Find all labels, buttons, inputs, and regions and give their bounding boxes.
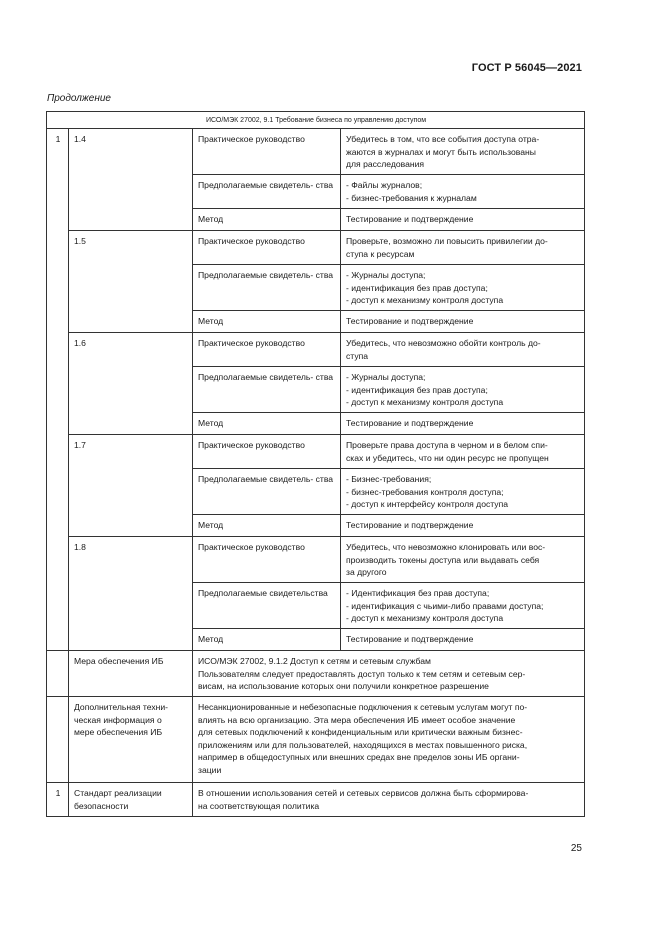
text-line: - доступ к механизму контроля доступа — [346, 613, 504, 623]
text-line: Убедитесь, что невозможно клонировать или вос- — [346, 542, 546, 552]
row-label-cell: Практическое руководство — [193, 537, 341, 583]
row-content-cell — [341, 333, 585, 367]
text-line: - Идентификация без прав доступа; — [346, 588, 490, 598]
text-line: ческая информация о — [74, 714, 162, 725]
text-line: за другого — [346, 567, 387, 577]
text-line: Стандарт реализации — [74, 788, 162, 798]
item-number-cell: 1.8 — [69, 537, 193, 651]
item-number-cell: 1.5 — [69, 231, 193, 333]
text-line: сках и убедитесь, что ни один ресурс не пропущен — [346, 452, 549, 463]
row-content-cell — [341, 175, 585, 209]
requirements-table — [46, 111, 585, 817]
text-line: Проверьте права доступа в черном и в белом спи- — [346, 440, 548, 450]
row-content-cell — [341, 311, 585, 333]
text-line: производить токены доступа или выдавать себя — [346, 554, 540, 565]
text-line: - бизнес-требования к журналам — [346, 192, 477, 203]
table-row — [47, 333, 585, 367]
text-line: - доступ к механизму контроля доступа — [346, 295, 504, 305]
empty-cell — [47, 651, 69, 697]
text-line: висам, на использование которых они получили конкретное разрешение — [198, 681, 489, 691]
table-row — [47, 435, 585, 469]
row-label-cell: Предполагаемые свидетель- ства — [193, 175, 341, 209]
text-line: на соответствующая политика — [198, 800, 320, 811]
standard-label — [69, 783, 193, 817]
row-label-cell: Метод — [193, 413, 341, 435]
text-line: зации — [198, 764, 222, 775]
row-content-cell — [341, 583, 585, 629]
text-line: например в общедоступных или внешних средах вне пределов зоны ИБ органи- — [198, 752, 520, 762]
text-line: для сетевых подключений к конфиденциальным или критически важным бизнес- — [198, 727, 523, 737]
text-line: мере обеспечения ИБ — [74, 727, 163, 737]
continuation-label: Продолжение — [47, 93, 111, 104]
caption-row — [47, 112, 585, 129]
text-line: безопасности — [74, 800, 129, 811]
item-number-cell: 1.6 — [69, 333, 193, 435]
text-line: жаются в журналах и могут быть использованы — [346, 146, 536, 157]
row-content-cell — [341, 209, 585, 231]
row-label-cell: Предполагаемые свидетель- ства — [193, 265, 341, 311]
row-content-cell — [341, 129, 585, 175]
text-line: для расследования — [346, 159, 425, 169]
text-line: Тестирование и подтверждение — [346, 520, 474, 530]
text-line: приложениям или для пользователей, находящихся в местах повышенного риска, — [198, 739, 528, 750]
text-line: - Бизнес-требования; — [346, 474, 432, 484]
text-line: - Файлы журналов; — [346, 180, 423, 190]
row-label-cell: Практическое руководство — [193, 231, 341, 265]
empty-cell — [47, 697, 69, 783]
row-label-cell: Метод — [193, 515, 341, 537]
row-content-cell — [341, 629, 585, 651]
row-label-cell: Предполагаемые свидетель- ства — [193, 367, 341, 413]
text-line: В отношении использования сетей и сетевых сервисов должна быть сформирова- — [198, 788, 529, 798]
table-row — [47, 537, 585, 583]
group-number-cell: 1 — [47, 129, 69, 651]
item-number-cell: 1.7 — [69, 435, 193, 537]
text-line: Дополнительная техни- — [74, 702, 169, 712]
text-line: - Журналы доступа; — [346, 270, 426, 280]
text-line: Убедитесь, что невозможно обойти контроль до- — [346, 338, 541, 348]
text-line: - идентификация без прав доступа; — [346, 282, 488, 293]
item-number-cell: 1.4 — [69, 129, 193, 231]
text-line: - доступ к интерфейсу контроля доступа — [346, 499, 509, 509]
row-label-cell: Практическое руководство — [193, 129, 341, 175]
text-line: - идентификация без прав доступа; — [346, 384, 488, 395]
row-content-cell — [341, 537, 585, 583]
text-line: - идентификация с чьими-либо правами доступа; — [346, 600, 544, 611]
text-line: Тестирование и подтверждение — [346, 634, 474, 644]
measure-label: Мера обеспечения ИБ — [69, 651, 193, 697]
row-content-cell — [341, 469, 585, 515]
page-number: 25 — [570, 843, 582, 854]
row-label-cell: Предполагаемые свидетельства — [193, 583, 341, 629]
text-line: - Журналы доступа; — [346, 372, 426, 382]
measure-content — [193, 651, 585, 697]
row-label-cell: Метод — [193, 209, 341, 231]
row-label-cell: Метод — [193, 311, 341, 333]
text-line: ступа — [346, 350, 369, 361]
standard-number: 1 — [47, 783, 69, 817]
text-line: ИСО/МЭК 27002, 9.1.2 Доступ к сетям и сетевым службам — [198, 656, 431, 666]
additional-info-label — [69, 697, 193, 783]
additional-info-content — [193, 697, 585, 783]
row-content-cell — [341, 231, 585, 265]
text-line: ступа к ресурсам — [346, 248, 415, 259]
standard-content — [193, 783, 585, 817]
table-row — [47, 129, 585, 175]
text-line: Тестирование и подтверждение — [346, 418, 474, 428]
standard-header: ГОСТ Р 56045—2021 — [471, 62, 582, 74]
text-line: влиять на всю организацию. Эта мера обеспечения ИБ имеет особое значение — [198, 714, 516, 725]
row-label-cell: Предполагаемые свидетель- ства — [193, 469, 341, 515]
text-line: Убедитесь в том, что все события доступа отра- — [346, 134, 540, 144]
additional-info-row — [47, 697, 585, 783]
row-content-cell — [341, 265, 585, 311]
table-row — [47, 231, 585, 265]
text-line: Проверьте, возможно ли повысить привилегии до- — [346, 236, 548, 246]
row-content-cell — [341, 367, 585, 413]
text-line: Пользователям следует предоставлять доступ только к тем сетям и сетевым сер- — [198, 668, 526, 679]
measure-row — [47, 651, 585, 697]
row-label-cell: Практическое руководство — [193, 333, 341, 367]
text-line: - доступ к механизму контроля доступа — [346, 397, 504, 407]
text-line: Тестирование и подтверждение — [346, 214, 474, 224]
standard-row — [47, 783, 585, 817]
table-caption: ИСО/МЭК 27002, 9.1 Требование бизнеса по управлению доступом — [47, 112, 585, 129]
text-line: - бизнес-требования контроля доступа; — [346, 486, 504, 497]
text-line: Тестирование и подтверждение — [346, 316, 474, 326]
row-label-cell: Практическое руководство — [193, 435, 341, 469]
text-line: Несанкционированные и небезопасные подключения к сетевым услугам могут по- — [198, 702, 528, 712]
row-content-cell — [341, 515, 585, 537]
row-label-cell: Метод — [193, 629, 341, 651]
row-content-cell — [341, 413, 585, 435]
row-content-cell — [341, 435, 585, 469]
